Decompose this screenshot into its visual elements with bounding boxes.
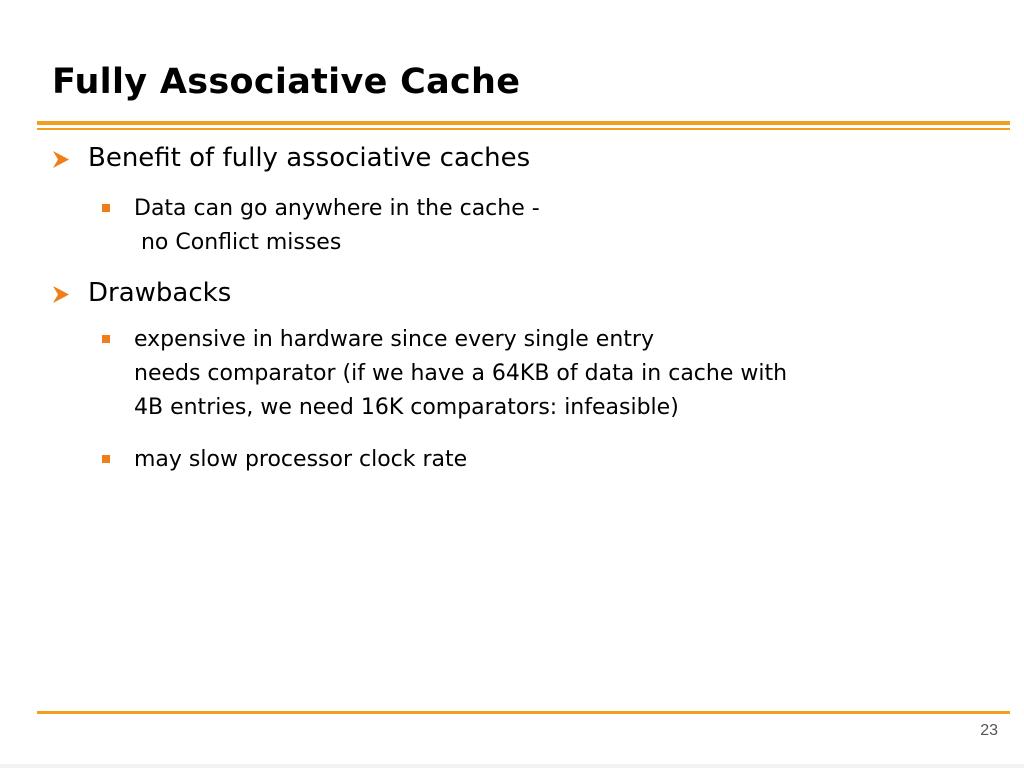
line: Data can go anywhere in the cache - xyxy=(134,196,540,221)
arrow-bullet-icon xyxy=(52,151,69,168)
sub-bullet-text xyxy=(134,323,787,425)
sub-bullet-text xyxy=(134,443,467,477)
bottom-band xyxy=(0,764,1024,768)
bullet-text: Benefit of fully associative caches xyxy=(88,143,531,173)
footer-divider xyxy=(37,711,1010,714)
line: 4B entries, we need 16K comparators: infeasible) xyxy=(134,395,679,420)
sub-bullet-text xyxy=(134,192,540,260)
line: may slow processor clock rate xyxy=(134,447,468,472)
line: expensive in hardware since every single entry xyxy=(134,327,654,352)
line: no Conflict misses xyxy=(134,230,342,255)
bullet-text: Drawbacks xyxy=(88,278,232,308)
page-number: 23 xyxy=(980,722,998,739)
square-bullet-icon xyxy=(102,204,110,212)
title-divider-thin xyxy=(37,128,1010,130)
slide-title: Fully Associative Cache xyxy=(52,62,521,102)
title-divider xyxy=(37,121,1010,125)
arrow-bullet-icon xyxy=(52,286,69,303)
square-bullet-icon xyxy=(102,455,110,463)
line: needs comparator (if we have a 64KB of data in cache with xyxy=(134,361,788,386)
square-bullet-icon xyxy=(102,335,110,343)
